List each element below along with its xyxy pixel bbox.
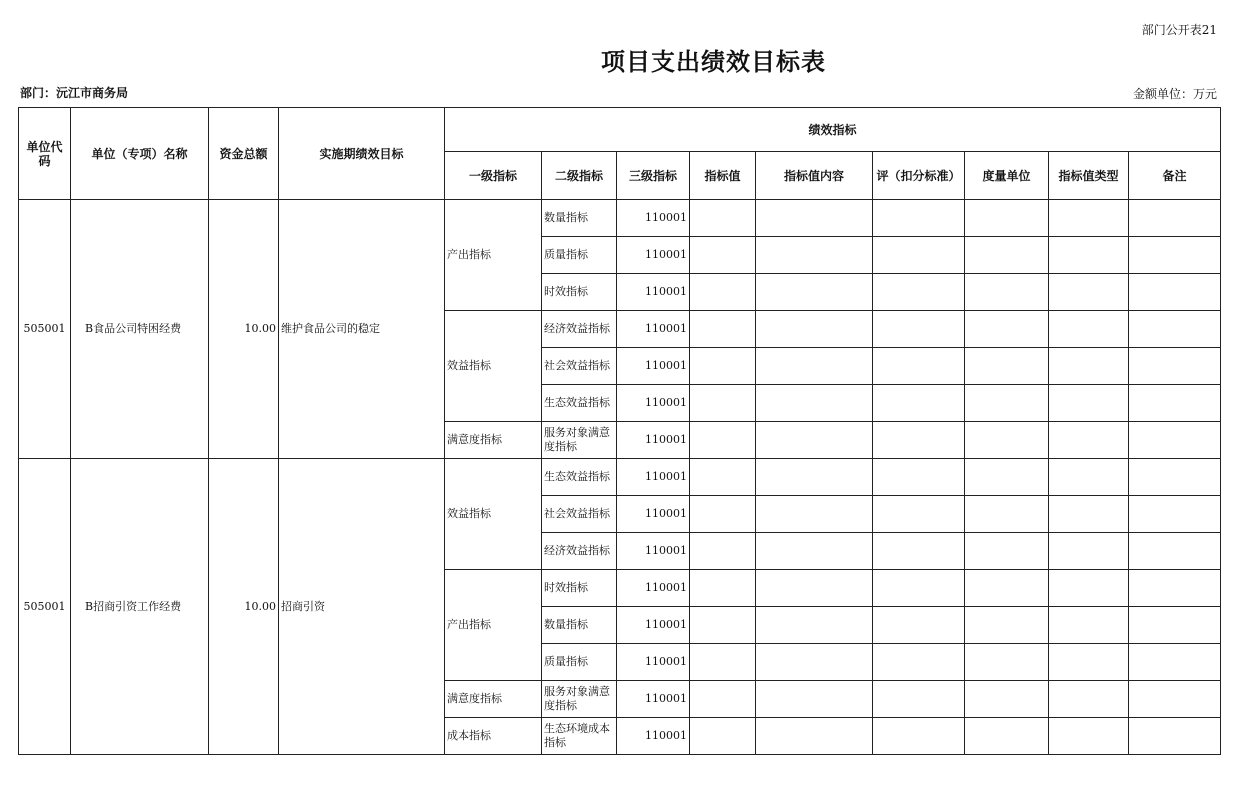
remark-cell: [1129, 385, 1221, 422]
value-type-cell: [1049, 533, 1129, 570]
scoring-cell: [873, 718, 965, 755]
header-value-type: 指标值类型: [1049, 152, 1129, 200]
level2-cell: 数量指标: [542, 607, 617, 644]
scoring-cell: [873, 496, 965, 533]
value-content-cell: [756, 718, 873, 755]
level2-cell: 数量指标: [542, 200, 617, 237]
unit-name-cell: B招商引资工作经费: [71, 459, 209, 755]
remark-cell: [1129, 496, 1221, 533]
value-cell: [690, 496, 756, 533]
level3-cell: 110001: [617, 348, 690, 385]
value-content-cell: [756, 274, 873, 311]
value-cell: [690, 644, 756, 681]
remark-cell: [1129, 459, 1221, 496]
scoring-cell: [873, 681, 965, 718]
measure-unit-cell: [965, 200, 1049, 237]
value-type-cell: [1049, 681, 1129, 718]
level1-cell: 成本指标: [445, 718, 542, 755]
level2-cell: 服务对象满意度指标: [542, 422, 617, 459]
level2-cell: 生态效益指标: [542, 459, 617, 496]
value-cell: [690, 200, 756, 237]
remark-cell: [1129, 237, 1221, 274]
header-value-content: 指标值内容: [756, 152, 873, 200]
scoring-cell: [873, 348, 965, 385]
performance-goal-table: [18, 107, 1221, 755]
value-content-cell: [756, 607, 873, 644]
header-unit-code: 单位代码: [19, 108, 71, 200]
remark-cell: [1129, 607, 1221, 644]
value-content-cell: [756, 311, 873, 348]
value-type-cell: [1049, 570, 1129, 607]
level2-cell: 质量指标: [542, 237, 617, 274]
table-number-label: 部门公开表21: [1141, 23, 1217, 37]
header-level1: 一级指标: [445, 152, 542, 200]
value-cell: [690, 422, 756, 459]
value-content-cell: [756, 200, 873, 237]
value-content-cell: [756, 385, 873, 422]
value-cell: [690, 237, 756, 274]
level3-cell: 110001: [617, 422, 690, 459]
measure-unit-cell: [965, 274, 1049, 311]
level3-cell: 110001: [617, 607, 690, 644]
level2-cell: 经济效益指标: [542, 533, 617, 570]
scoring-cell: [873, 200, 965, 237]
level3-cell: 110001: [617, 237, 690, 274]
measure-unit-cell: [965, 496, 1049, 533]
header-unit-name: 单位（专项）名称: [71, 108, 209, 200]
remark-cell: [1129, 533, 1221, 570]
level3-cell: 110001: [617, 570, 690, 607]
measure-unit-cell: [965, 459, 1049, 496]
measure-unit-cell: [965, 607, 1049, 644]
value-cell: [690, 533, 756, 570]
value-type-cell: [1049, 422, 1129, 459]
amount-unit-label: 金额单位：万元: [1132, 87, 1217, 101]
remark-cell: [1129, 570, 1221, 607]
value-type-cell: [1049, 348, 1129, 385]
remark-cell: [1129, 644, 1221, 681]
value-content-cell: [756, 237, 873, 274]
table-body: [19, 200, 1221, 755]
level1-cell: 效益指标: [445, 459, 542, 570]
header-level2: 二级指标: [542, 152, 617, 200]
level2-cell: 服务对象满意度指标: [542, 681, 617, 718]
value-content-cell: [756, 422, 873, 459]
header-remark: 备注: [1129, 152, 1221, 200]
value-content-cell: [756, 533, 873, 570]
scoring-cell: [873, 385, 965, 422]
value-cell: [690, 718, 756, 755]
measure-unit-cell: [965, 644, 1049, 681]
value-type-cell: [1049, 237, 1129, 274]
value-content-cell: [756, 496, 873, 533]
measure-unit-cell: [965, 533, 1049, 570]
remark-cell: [1129, 348, 1221, 385]
level3-cell: 110001: [617, 681, 690, 718]
value-type-cell: [1049, 607, 1129, 644]
level3-cell: 110001: [617, 533, 690, 570]
value-content-cell: [756, 644, 873, 681]
scoring-cell: [873, 644, 965, 681]
measure-unit-cell: [965, 718, 1049, 755]
remark-cell: [1129, 274, 1221, 311]
scoring-cell: [873, 274, 965, 311]
measure-unit-cell: [965, 422, 1049, 459]
remark-cell: [1129, 681, 1221, 718]
scoring-cell: [873, 237, 965, 274]
value-cell: [690, 570, 756, 607]
value-cell: [690, 681, 756, 718]
value-cell: [690, 348, 756, 385]
value-cell: [690, 607, 756, 644]
goal-cell: 维护食品公司的稳定: [279, 200, 445, 459]
scoring-cell: [873, 422, 965, 459]
department-label: 部门：沅江市商务局: [20, 86, 129, 100]
level2-cell: 社会效益指标: [542, 496, 617, 533]
value-type-cell: [1049, 496, 1129, 533]
remark-cell: [1129, 311, 1221, 348]
value-type-cell: [1049, 644, 1129, 681]
level2-cell: 经济效益指标: [542, 311, 617, 348]
measure-unit-cell: [965, 570, 1049, 607]
level2-cell: 生态环境成本指标: [542, 718, 617, 755]
header-measure-unit: 度量单位: [965, 152, 1049, 200]
level1-cell: 产出指标: [445, 200, 542, 311]
level2-cell: 时效指标: [542, 570, 617, 607]
total-funds-cell: 10.00: [209, 459, 279, 755]
value-type-cell: [1049, 311, 1129, 348]
level1-cell: 产出指标: [445, 570, 542, 681]
level2-cell: 社会效益指标: [542, 348, 617, 385]
header-indicators: 绩效指标: [445, 108, 1221, 152]
value-content-cell: [756, 459, 873, 496]
scoring-cell: [873, 459, 965, 496]
scoring-cell: [873, 570, 965, 607]
value-content-cell: [756, 570, 873, 607]
header-value: 指标值: [690, 152, 756, 200]
level2-cell: 时效指标: [542, 274, 617, 311]
measure-unit-cell: [965, 681, 1049, 718]
remark-cell: [1129, 200, 1221, 237]
table-row: [19, 459, 1221, 496]
value-cell: [690, 459, 756, 496]
scoring-cell: [873, 311, 965, 348]
level3-cell: 110001: [617, 496, 690, 533]
header-goal: 实施期绩效目标: [279, 108, 445, 200]
scoring-cell: [873, 607, 965, 644]
level3-cell: 110001: [617, 459, 690, 496]
level3-cell: 110001: [617, 644, 690, 681]
measure-unit-cell: [965, 348, 1049, 385]
header-level3: 三级指标: [617, 152, 690, 200]
value-type-cell: [1049, 459, 1129, 496]
level3-cell: 110001: [617, 200, 690, 237]
value-type-cell: [1049, 274, 1129, 311]
value-cell: [690, 311, 756, 348]
value-type-cell: [1049, 385, 1129, 422]
level1-cell: 满意度指标: [445, 422, 542, 459]
value-content-cell: [756, 681, 873, 718]
unit-name-cell: B食品公司特困经费: [71, 200, 209, 459]
header-total-funds: 资金总额: [209, 108, 279, 200]
level3-cell: 110001: [617, 274, 690, 311]
goal-cell: 招商引资: [279, 459, 445, 755]
measure-unit-cell: [965, 385, 1049, 422]
remark-cell: [1129, 718, 1221, 755]
unit-code-cell: 505001: [19, 459, 71, 755]
value-cell: [690, 385, 756, 422]
page-title: 项目支出绩效目标表: [601, 48, 826, 76]
level1-cell: 满意度指标: [445, 681, 542, 718]
table-row: [19, 200, 1221, 237]
scoring-cell: [873, 533, 965, 570]
level1-cell: 效益指标: [445, 311, 542, 422]
measure-unit-cell: [965, 311, 1049, 348]
total-funds-cell: 10.00: [209, 200, 279, 459]
level3-cell: 110001: [617, 385, 690, 422]
value-content-cell: [756, 348, 873, 385]
value-type-cell: [1049, 200, 1129, 237]
remark-cell: [1129, 422, 1221, 459]
level3-cell: 110001: [617, 718, 690, 755]
value-type-cell: [1049, 718, 1129, 755]
level2-cell: 质量指标: [542, 644, 617, 681]
value-cell: [690, 274, 756, 311]
header-scoring: 评（扣分标准）: [873, 152, 965, 200]
measure-unit-cell: [965, 237, 1049, 274]
level2-cell: 生态效益指标: [542, 385, 617, 422]
unit-code-cell: 505001: [19, 200, 71, 459]
level3-cell: 110001: [617, 311, 690, 348]
